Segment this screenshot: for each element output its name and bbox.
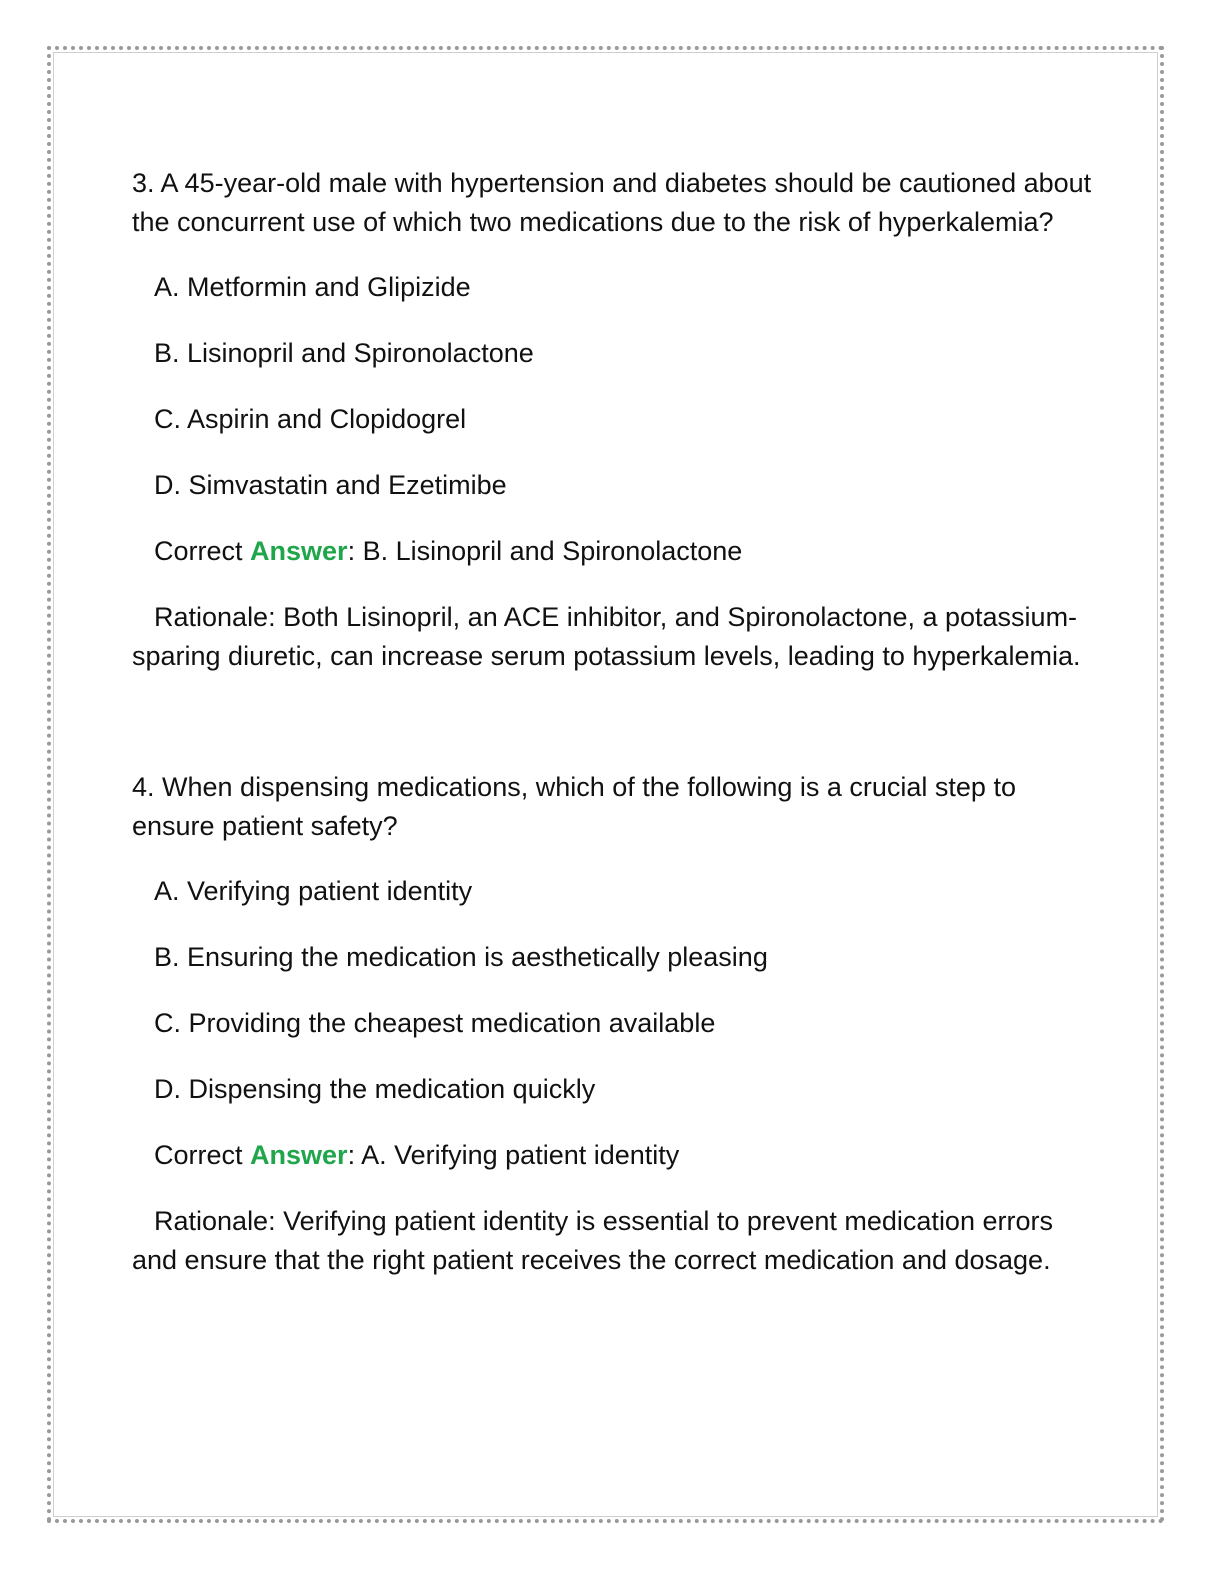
question-block-3	[132, 164, 1092, 676]
question-text: 4. When dispensing medications, which of the following is a crucial step to ensure patient safety?	[132, 772, 1016, 841]
answer-highlight: Answer	[250, 536, 348, 566]
correct-answer-value: : A. Verifying patient identity	[347, 1140, 680, 1170]
correct-answer	[154, 532, 1092, 571]
question-text: 3. A 45-year-old male with hypertension and diabetes should be cautioned about the concurrent use of which two medications due to the risk of hyperkalemia?	[132, 168, 1092, 237]
answer-option-d: D. Simvastatin and Ezetimibe	[154, 470, 507, 500]
answer-option-d: D. Dispensing the medication quickly	[154, 1074, 596, 1104]
answer-option-b: B. Ensuring the medication is aesthetically pleasing	[154, 942, 768, 972]
correct-answer-prefix: Correct	[154, 1140, 251, 1170]
rationale-text: Rationale: Verifying patient identity is essential to prevent medication errors and ensure that the right patient receives the correct medication and dosage.	[132, 1206, 1053, 1275]
document-content	[132, 164, 1092, 1280]
answer-option-c: C. Providing the cheapest medication available	[154, 1008, 716, 1038]
answer-option-c: C. Aspirin and Clopidogrel	[154, 404, 467, 434]
answer-highlight: Answer	[250, 1140, 348, 1170]
section-spacer	[132, 676, 1092, 768]
answer-option-a: A. Metformin and Glipizide	[154, 272, 471, 302]
question-block-4	[132, 768, 1092, 1280]
rationale-text: Rationale: Both Lisinopril, an ACE inhibitor, and Spironolactone, a potassium-sparing diuretic, can increase serum potassium levels, leading to hyperkalemia.	[132, 602, 1081, 671]
answer-option-a: A. Verifying patient identity	[154, 876, 473, 906]
correct-answer-prefix: Correct	[154, 536, 251, 566]
correct-answer	[154, 1136, 1092, 1175]
correct-answer-value: : B. Lisinopril and Spironolactone	[347, 536, 743, 566]
answer-option-b: B. Lisinopril and Spironolactone	[154, 338, 534, 368]
